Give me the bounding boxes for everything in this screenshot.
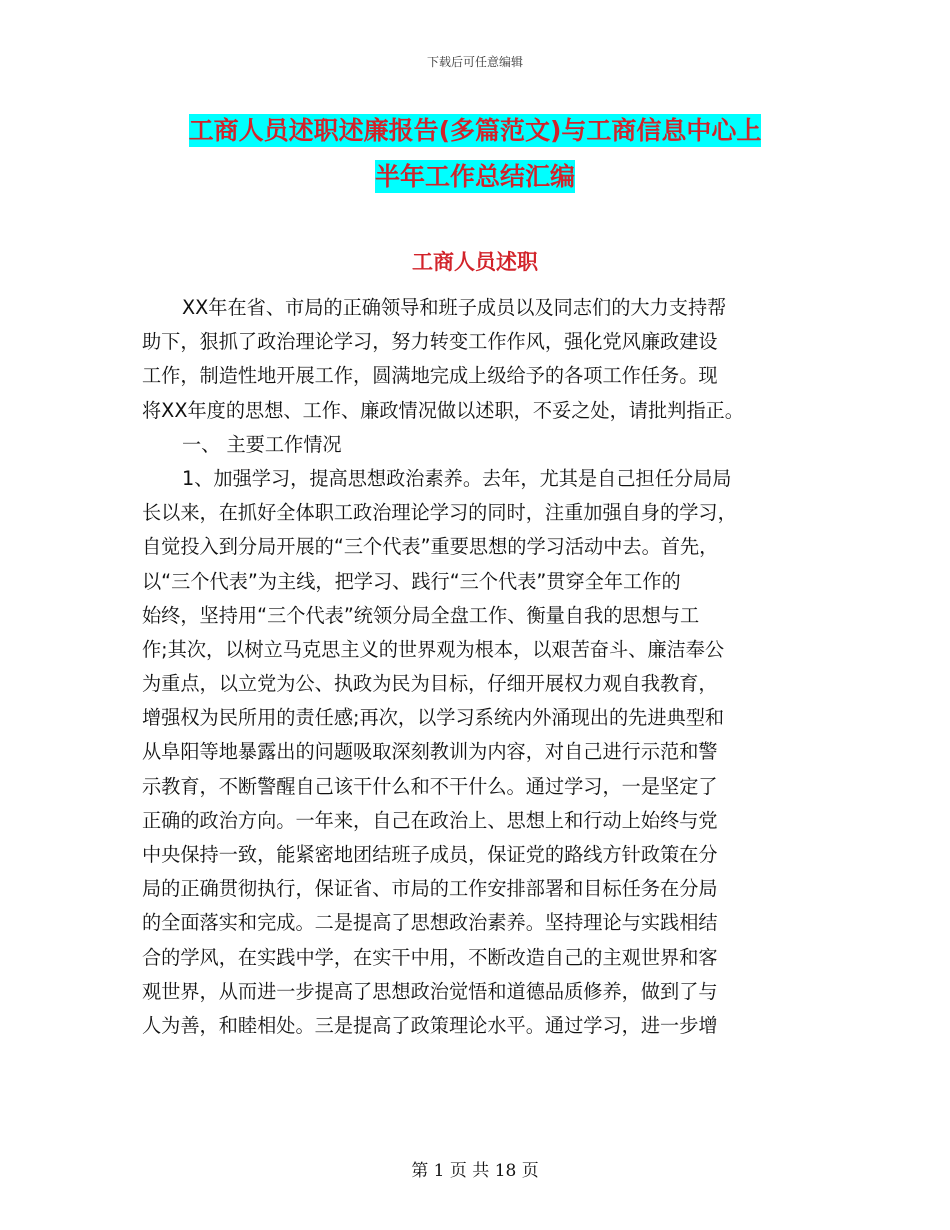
paragraph-line: 为重点，以立党为公、执政为民为目标，仔细开展权力观自我教育，	[142, 672, 718, 696]
paragraph-line: 局的正确贯彻执行，保证省、市局的工作安排部署和目标任务在分局	[142, 877, 718, 901]
title-line-1	[140, 108, 810, 154]
paragraph-line: 一、 主要工作情况	[182, 432, 342, 456]
header-note: 下载后可任意编辑	[426, 55, 523, 69]
paragraph-line: 将XX年度的思想、工作、廉政情况做以述职，不妥之处，请批判指正。	[142, 398, 744, 422]
paragraph-line: 从阜阳等地暴露出的问题吸取深刻教训为内容，对自己进行示范和警	[142, 740, 718, 764]
paragraph-line: 1、加强学习，提高思想政治素养。去年，尤其是自己担任分局局	[182, 466, 732, 490]
paragraph-line: 的全面落实和完成。二是提高了思想政治素养。坚持理论与实践相结	[142, 911, 718, 935]
title-line-2	[140, 154, 810, 200]
paragraph-line: 示教育，不断警醒自己该干什么和不干什么。通过学习，一是坚定了	[142, 774, 718, 798]
paragraph-line: 正确的政治方向。一年来，自己在政治上、思想上和行动上始终与党	[142, 808, 718, 832]
title-line-2-text: 半年工作总结汇编	[374, 162, 575, 191]
paragraph-line: 观世界，从而进一步提高了思想政治觉悟和道德品质修养，做到了与	[142, 979, 718, 1003]
title-line-1-text: 工商人员述职述廉报告(多篇范文)与工商信息中心上	[188, 116, 762, 145]
page-footer: 第 1 页 共 18 页	[411, 1161, 539, 1181]
paragraph-line: 助下，狠抓了政治理论学习，努力转变工作作风，强化党风廉政建设	[142, 330, 718, 354]
paragraph-line: 人为善，和睦相处。三是提高了政策理论水平。通过学习，进一步增	[142, 1013, 718, 1037]
paragraph-line: 长以来，在抓好全体职工政治理论学习的同时，注重加强自身的学习，	[142, 501, 737, 525]
body-text	[142, 291, 810, 1043]
paragraph-line: 中央保持一致，能紧密地团结班子成员，保证党的路线方针政策在分	[142, 843, 718, 866]
paragraph-line: 合的学风，在实践中学，在实干中用，不断改造自己的主观世界和客	[142, 945, 718, 969]
paragraph-line: 自觉投入到分局开展的“三个代表”重要思想的学习活动中去。首先，	[142, 535, 719, 559]
document-title	[140, 108, 810, 200]
paragraph-line: 作;其次，以树立马克思主义的世界观为根本，以艰苦奋斗、廉洁奉公	[142, 637, 725, 661]
paragraph-line: 增强权为民所用的责任感;再次，以学习系统内外涌现出的先进典型和	[142, 706, 725, 730]
paragraph-line: 工作，制造性地开展工作，圆满地完成上级给予的各项工作任务。现	[142, 364, 718, 388]
paragraph-line: XX年在省、市局的正确领导和班子成员以及同志们的大力支持帮	[182, 296, 727, 319]
paragraph-line: 以“三个代表”为主线，把学习、践行“三个代表”贯穿全年工作的	[142, 569, 681, 593]
section-title: 工商人员述职	[412, 250, 538, 274]
paragraph-line: 始终，坚持用“三个代表”统领分局全盘工作、衡量自我的思想与工	[142, 603, 700, 627]
